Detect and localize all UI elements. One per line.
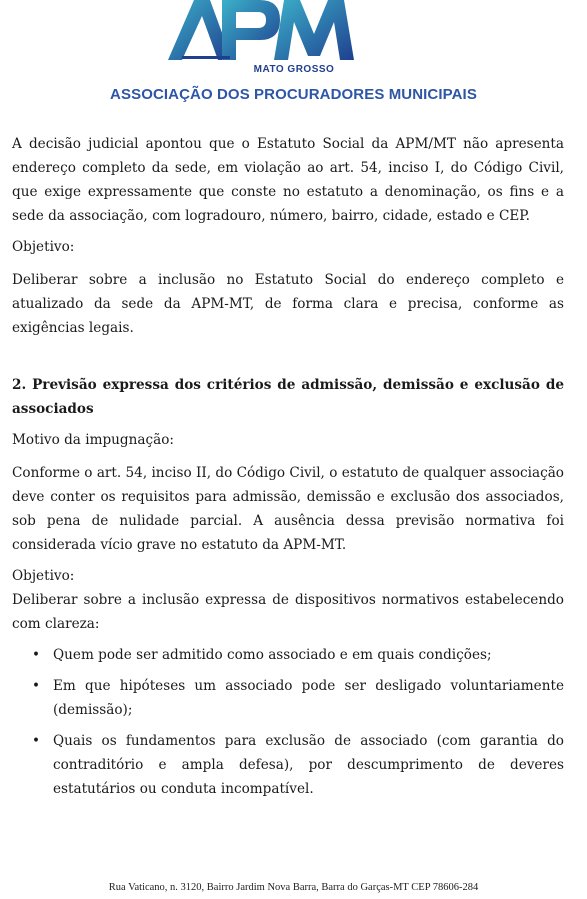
objective-text-2: Deliberar sobre a inclusão expressa de dispositivos normativos estabelecendo com clareza:	[12, 592, 564, 632]
list-item-text: Em que hipóteses um associado pode ser desligado voluntariamente (demissão);	[53, 678, 564, 718]
logo-subtitle: MATO GROSSO	[253, 64, 335, 74]
list-item	[12, 674, 564, 722]
section2-heading: 2. Previsão expressa dos critérios de admissão, demissão e exclusão de associados	[12, 377, 564, 417]
bullet-icon: •	[32, 678, 41, 694]
list-item	[12, 643, 564, 667]
bullet-icon: •	[32, 647, 41, 663]
footer-address: Rua Vaticano, n. 3120, Bairro Jardim Nova Barra, Barra do Garças-MT CEP 78606-284	[108, 882, 479, 893]
apm-logo	[164, 0, 356, 74]
intro-paragraph: A decisão judicial apontou que o Estatuto Social da APM/MT não apresenta endereço completo da sede, em violação ao art. 54, inciso I, do Código Civil, que exige expressamente que conste no estatuto a denominação, os fins e a sede da associação, com logradouro, número, bairro, cidade, estado e CEP.	[12, 136, 564, 224]
list-item-text: Quais os fundamentos para exclusão de associado (com garantia do contraditório e ampla defesa), por descumprimento de deveres estatutários ou conduta incompatível.	[53, 733, 564, 797]
motivo-text: Conforme o art. 54, inciso II, do Código Civil, o estatuto de qualquer associação deve conter os requisitos para admissão, demissão e exclusão dos associados, sob pena de nulidade parcial. A ausência dessa previsão normativa foi considerada vício grave no estatuto da APM-MT.	[12, 465, 564, 553]
objective-label-2: Objetivo:	[12, 568, 75, 584]
list-item	[12, 729, 564, 801]
org-name: ASSOCIAÇÃO DOS PROCURADORES MUNICIPAIS	[110, 86, 477, 103]
list-item-text: Quem pode ser admitido como associado e em quais condições;	[53, 647, 492, 663]
objective-label-1: Objetivo:	[12, 239, 75, 255]
document-body	[12, 132, 564, 808]
motivo-label: Motivo da impugnação:	[12, 432, 174, 448]
criteria-list	[12, 643, 564, 801]
bullet-icon: •	[32, 733, 41, 749]
objective-text-1: Deliberar sobre a inclusão no Estatuto Social do endereço completo e atualizado da sede da APM-MT, de forma clara e precisa, conforme as exigências legais.	[12, 272, 564, 336]
